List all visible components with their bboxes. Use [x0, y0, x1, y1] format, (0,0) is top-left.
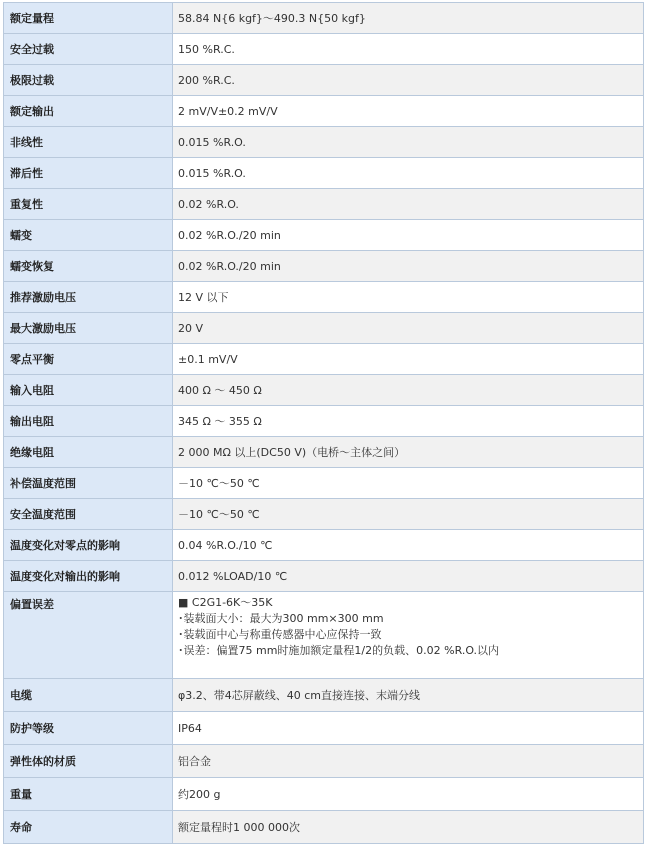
spec-label: 滞后性	[4, 158, 173, 189]
spec-table	[3, 2, 644, 844]
spec-row-hysteresis	[4, 158, 644, 189]
spec-label: 电缆	[4, 679, 173, 712]
spec-row-offset-error	[4, 592, 644, 679]
spec-row-lifetime	[4, 811, 644, 844]
spec-value-multiline	[173, 592, 644, 679]
spec-label: 补偿温度范围	[4, 468, 173, 499]
spec-row-creep-recovery	[4, 251, 644, 282]
spec-label: 额定量程	[4, 3, 173, 34]
spec-value: φ3.2、带4芯屏蔽线、40 cm直接连接、末端分线	[173, 679, 644, 712]
spec-row-temp-effect-zero	[4, 530, 644, 561]
spec-value: 0.012 %LOAD/10 ℃	[173, 561, 644, 592]
offset-model-line: ■ C2G1-6K～35K	[178, 596, 273, 609]
spec-value: 0.02 %R.O./20 min	[173, 220, 644, 251]
spec-value: 0.015 %R.O.	[173, 158, 644, 189]
spec-value: 345 Ω ～ 355 Ω	[173, 406, 644, 437]
spec-row-weight	[4, 778, 644, 811]
spec-value: ±0.1 mV/V	[173, 344, 644, 375]
spec-value: 150 %R.C.	[173, 34, 644, 65]
spec-row-creep	[4, 220, 644, 251]
spec-row-input-resistance	[4, 375, 644, 406]
spec-value: －10 ℃～50 ℃	[173, 468, 644, 499]
spec-row-protection-class	[4, 712, 644, 745]
spec-label: 绝缘电阻	[4, 437, 173, 468]
spec-label: 温度变化对零点的影响	[4, 530, 173, 561]
spec-label: 防护等级	[4, 712, 173, 745]
spec-row-output-resistance	[4, 406, 644, 437]
spec-label: 弹性体的材质	[4, 745, 173, 778]
spec-value: 约200 g	[173, 778, 644, 811]
spec-row-material	[4, 745, 644, 778]
offset-note-line: ･误差：偏置75 mm时施加额定量程1/2的负载、0.02 %R.O.以内	[178, 644, 500, 657]
spec-label: 输出电阻	[4, 406, 173, 437]
spec-label: 寿命	[4, 811, 173, 844]
spec-value: 0.015 %R.O.	[173, 127, 644, 158]
spec-label: 蠕变	[4, 220, 173, 251]
spec-label: 安全温度范围	[4, 499, 173, 530]
spec-value: 0.02 %R.O./20 min	[173, 251, 644, 282]
spec-value: 0.04 %R.O./10 ℃	[173, 530, 644, 561]
spec-label: 蠕变恢复	[4, 251, 173, 282]
spec-label: 输入电阻	[4, 375, 173, 406]
spec-label: 重量	[4, 778, 173, 811]
spec-row-safe-overload	[4, 34, 644, 65]
spec-row-temp-effect-output	[4, 561, 644, 592]
offset-note-line: ･装载面中心与称重传感器中心应保持一致	[178, 628, 382, 641]
spec-value: 2 000 MΩ 以上(DC50 V)（电桥～主体之间）	[173, 437, 644, 468]
spec-value: 20 V	[173, 313, 644, 344]
spec-row-max-excitation	[4, 313, 644, 344]
spec-row-insulation-resistance	[4, 437, 644, 468]
spec-value: 额定量程时1 000 000次	[173, 811, 644, 844]
spec-value: －10 ℃～50 ℃	[173, 499, 644, 530]
spec-row-recommended-excitation	[4, 282, 644, 313]
spec-row-cable	[4, 679, 644, 712]
spec-label: 重复性	[4, 189, 173, 220]
spec-row-compensated-temp-range	[4, 468, 644, 499]
spec-label: 推荐激励电压	[4, 282, 173, 313]
spec-label: 最大激励电压	[4, 313, 173, 344]
spec-label: 安全过载	[4, 34, 173, 65]
spec-row-zero-balance	[4, 344, 644, 375]
spec-value: 12 V 以下	[173, 282, 644, 313]
spec-value: 400 Ω ～ 450 Ω	[173, 375, 644, 406]
spec-row-rated-output	[4, 96, 644, 127]
spec-value: 0.02 %R.O.	[173, 189, 644, 220]
spec-value: 200 %R.C.	[173, 65, 644, 96]
spec-row-rated-capacity	[4, 3, 644, 34]
spec-row-ultimate-overload	[4, 65, 644, 96]
offset-note-line: ･装载面大小：最大为300 mm×300 mm	[178, 612, 384, 625]
spec-value: 58.84 N{6 kgf}～490.3 N{50 kgf}	[173, 3, 644, 34]
spec-value: IP64	[173, 712, 644, 745]
spec-value: 铝合金	[173, 745, 644, 778]
spec-row-repeatability	[4, 189, 644, 220]
spec-label: 极限过载	[4, 65, 173, 96]
spec-label: 额定输出	[4, 96, 173, 127]
spec-row-safe-temp-range	[4, 499, 644, 530]
spec-value: 2 mV/V±0.2 mV/V	[173, 96, 644, 127]
spec-label: 偏置误差	[4, 592, 173, 679]
spec-row-nonlinearity	[4, 127, 644, 158]
spec-label: 非线性	[4, 127, 173, 158]
spec-label: 温度变化对输出的影响	[4, 561, 173, 592]
spec-label: 零点平衡	[4, 344, 173, 375]
